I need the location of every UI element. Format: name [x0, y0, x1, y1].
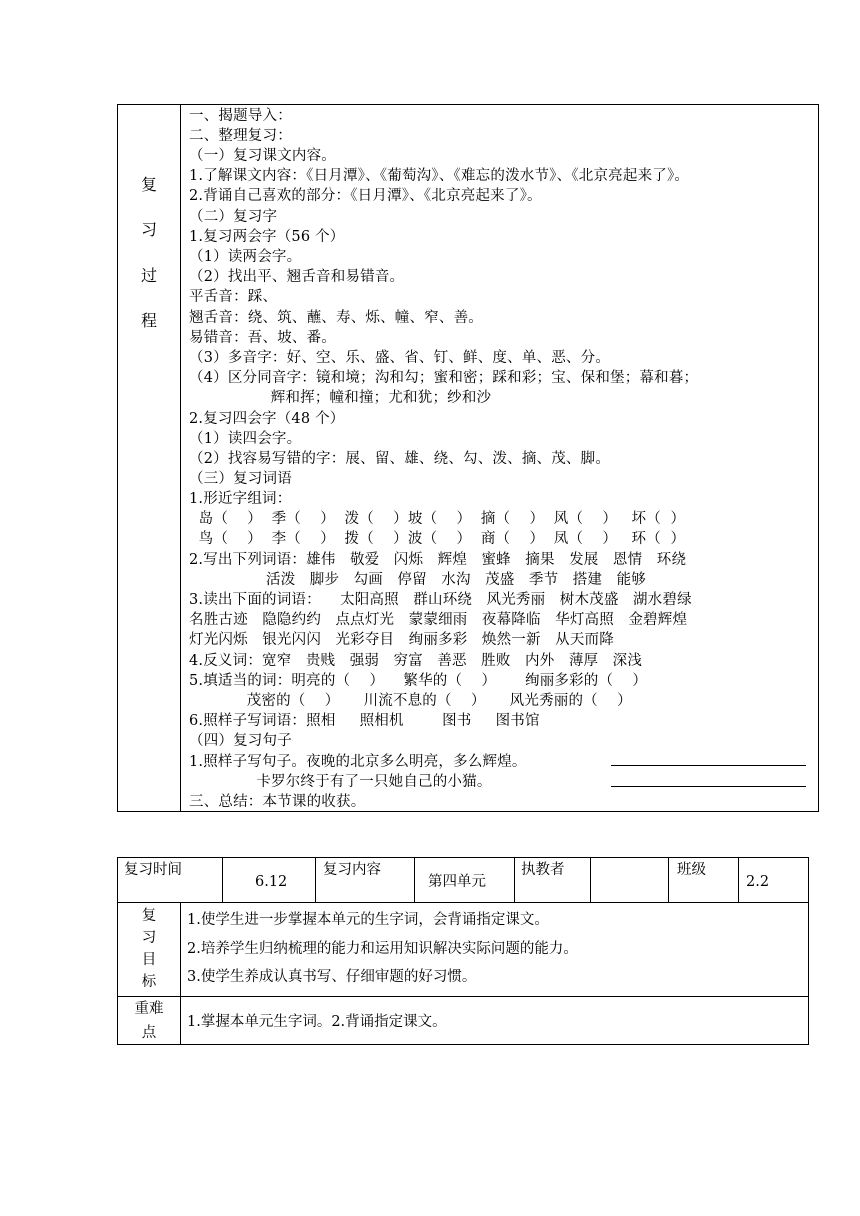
- goals-label-char: 标: [141, 974, 157, 990]
- table2-header-divider: [315, 857, 316, 902]
- content-line: （一）复习课文内容。: [189, 148, 336, 164]
- table1-column-divider: [180, 104, 181, 812]
- side-char: 程: [140, 311, 157, 330]
- sentence-answer-blank: [611, 786, 806, 787]
- content-line: 易错音：吾、坡、番。: [189, 330, 336, 346]
- side-char: 复: [140, 175, 157, 194]
- content-line: 二、整理复习：: [189, 128, 292, 144]
- content-line: 2.写出下列词语：雄伟 敬爱 闪烁 辉煌 蜜蜂 摘果 发展 恩情 环绕: [189, 552, 687, 568]
- class-value: 2.2: [746, 874, 770, 890]
- content-line: 1.形近字组词：: [189, 491, 292, 507]
- table2-row-divider: [117, 902, 809, 903]
- content-line: 活泼 脚步 勾画 停留 水沟 茂盛 季节 搭建 能够: [189, 572, 646, 588]
- key-points-text: 1.掌握本单元生字词。2.背诵指定课文。: [187, 1014, 447, 1030]
- content-line: 鸟（ ） 李（ ） 拨（ ）波（ ） 商（ ） 凤（ ） 环（ ）: [189, 531, 686, 547]
- content-line: 4.反义词：宽窄 贵贱 强弱 穷富 善恶 胜败 内外 薄厚 深浅: [189, 653, 643, 669]
- review-time-label: 复习时间: [124, 862, 182, 878]
- class-label: 班级: [677, 862, 706, 878]
- content-line: （三）复习词语: [189, 471, 292, 487]
- content-line: 灯光闪烁 银光闪闪 光彩夺目 绚丽多彩 焕然一新 从天而降: [189, 632, 614, 648]
- content-line: （二）复习字: [189, 209, 278, 225]
- content-line: 平舌音：踩、: [189, 289, 278, 305]
- content-line: 三、总结：本节课的收获。: [189, 794, 366, 810]
- content-line: （3）多音字：好、空、乐、盛、省、钉、鲜、度、单、恶、分。: [189, 350, 611, 366]
- content-line: 6.照样子写词语：照相 照相机 图书 图书馆: [189, 713, 540, 729]
- content-line: 1.照样子写句子。夜晚的北京多么明亮，多么辉煌。: [189, 754, 527, 770]
- content-line: 2.背诵自己喜欢的部分：《日月潭》、《北京亮起来了》。: [189, 188, 542, 204]
- goals-label-char: 习: [141, 930, 157, 946]
- content-line: 1.了解课文内容：《日月潭》、《葡萄沟》、《难忘的泼水节》、《北京亮起来了》。: [189, 168, 690, 184]
- sentence-answer-blank: [611, 765, 806, 766]
- content-line: 辉和挥；幢和撞；尤和犹；纱和沙: [189, 390, 492, 406]
- review-content-value: 第四单元: [428, 874, 486, 890]
- content-line: 2.复习四会字（48 个）: [189, 411, 345, 427]
- table2-header-divider: [590, 857, 591, 902]
- content-line: 岛（ ） 季（ ） 泼（ ）坡（ ） 摘（ ） 风（ ） 坏（ ）: [189, 511, 686, 527]
- goals-label-char: 复: [141, 908, 157, 924]
- content-line: 5.填适当的词：明亮的（ ） 繁华的（ ） 绚丽多彩的（ ）: [189, 673, 648, 689]
- content-line: （四）复习句子: [189, 733, 292, 749]
- side-char: 习: [140, 220, 157, 239]
- table2-header-divider: [414, 857, 415, 902]
- content-line: （1）读两会字。: [189, 249, 302, 265]
- review-content-label: 复习内容: [323, 862, 381, 878]
- key-points-label: 点: [141, 1025, 157, 1041]
- content-line: 名胜古迹 隐隐约约 点点灯光 蒙蒙细雨 夜幕降临 华灯高照 金碧辉煌: [189, 612, 688, 628]
- side-char: 过: [140, 266, 157, 285]
- goal-item: 1.使学生进一步掌握本单元的生字词，会背诵指定课文。: [187, 912, 549, 928]
- content-line: 翘舌音：绕、筑、蘸、寿、烁、幢、窄、善。: [189, 310, 483, 326]
- table2-header-divider: [222, 857, 223, 902]
- goal-item: 2.培养学生归纳梳理的能力和运用知识解决实际问题的能力。: [187, 941, 578, 957]
- content-line: （2）找容易写错的字：展、留、雄、绕、勾、泼、摘、茂、脚。: [189, 451, 611, 467]
- key-points-label: 重难: [134, 1001, 164, 1017]
- table2-header-divider: [514, 857, 515, 902]
- goal-item: 3.使学生养成认真书写、仔细审题的好习惯。: [187, 969, 477, 985]
- content-line: 茂密的（ ） 川流不息的（ ） 风光秀丽的（ ）: [189, 693, 632, 709]
- table2-header-divider: [668, 857, 669, 902]
- teacher-label: 执教者: [521, 862, 565, 878]
- content-line: （1）读四会字。: [189, 431, 302, 447]
- review-time-value: 6.12: [255, 874, 288, 890]
- content-line: 1.复习两会字（56 个）: [189, 229, 345, 245]
- content-line: 3.读出下面的词语： 太阳高照 群山环绕 风光秀丽 树木茂盛 湖水碧绿: [189, 592, 692, 608]
- content-line: 一、揭题导入：: [189, 108, 292, 124]
- content-line: （4）区分同音字：镜和境；沟和勾；蜜和密；踩和彩；宝、保和堡；幕和暮；: [189, 370, 699, 386]
- table2-row-divider: [117, 996, 809, 997]
- table2-header-divider: [738, 857, 739, 902]
- content-line: 卡罗尔终于有了一只她自己的小猫。: [189, 774, 492, 790]
- content-line: （2）找出平、翘舌音和易错音。: [189, 269, 405, 285]
- goals-label-char: 目: [141, 952, 157, 968]
